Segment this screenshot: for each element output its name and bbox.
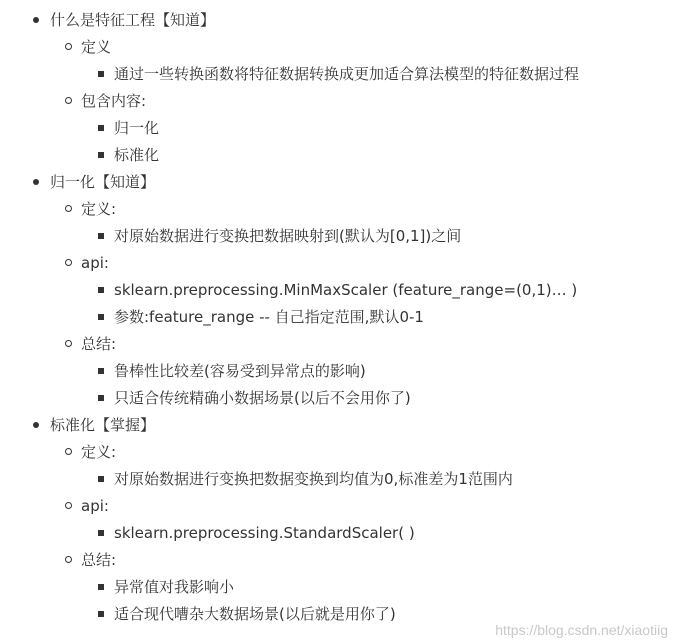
subsection-definition (0, 439, 676, 493)
subsection-summary (0, 547, 676, 628)
square-bullet-icon (98, 584, 104, 590)
list-item (0, 520, 676, 547)
circle-bullet-icon (65, 556, 72, 563)
list-item (0, 61, 676, 88)
list-item (0, 277, 676, 304)
subsection-label: api: (81, 497, 109, 515)
circle-bullet-icon (65, 205, 72, 212)
disc-bullet-icon (33, 17, 39, 23)
square-bullet-icon (98, 476, 104, 482)
section-feature-engineering (0, 7, 676, 169)
list-item (0, 304, 676, 331)
item-text: 标准化 (114, 146, 160, 164)
disc-bullet-icon (33, 422, 39, 428)
subsection-label: 定义: (81, 443, 117, 461)
circle-bullet-icon (65, 340, 72, 347)
subsection-contents (0, 88, 676, 169)
square-bullet-icon (98, 287, 104, 293)
item-text: 对原始数据进行变换把数据映射到(默认为[0,1])之间 (114, 227, 462, 245)
list-item (0, 574, 676, 601)
circle-bullet-icon (65, 259, 72, 266)
square-bullet-icon (98, 314, 104, 320)
item-text: 适合现代嘈杂大数据场景(以后就是用你了) (114, 605, 396, 623)
list-item (0, 142, 676, 169)
item-text: 鲁棒性比较差(容易受到异常点的影响) (114, 362, 366, 380)
subsection-label: api: (81, 254, 109, 272)
square-bullet-icon (98, 233, 104, 239)
list-item (0, 358, 676, 385)
disc-bullet-icon (33, 179, 39, 185)
item-text: 通过一些转换函数将特征数据转换成更加适合算法模型的特征数据过程 (114, 65, 580, 83)
square-bullet-icon (98, 125, 104, 131)
circle-bullet-icon (65, 97, 72, 104)
square-bullet-icon (98, 395, 104, 401)
item-text: 只适合传统精确小数据场景(以后不会用你了) (114, 389, 411, 407)
subsection-api (0, 250, 676, 331)
subsection-label: 定义 (81, 38, 112, 56)
item-text: 异常值对我影响小 (114, 578, 235, 596)
subsection-label: 总结: (81, 551, 117, 569)
subsection-label: 包含内容: (81, 92, 147, 110)
item-text: sklearn.preprocessing.MinMaxScaler (feature_range=(0,1)… ) (114, 281, 578, 299)
section-title: 什么是特征工程【知道】 (50, 11, 216, 29)
item-text: 参数:feature_range -- 自己指定范围,默认0-1 (114, 308, 424, 326)
circle-bullet-icon (65, 502, 72, 509)
item-text: 对原始数据进行变换把数据变换到均值为0,标准差为1范围内 (114, 470, 513, 488)
subsection-api (0, 493, 676, 547)
watermark: https://blog.csdn.net/xiaotiig (495, 622, 668, 638)
subsection-label: 定义: (81, 200, 117, 218)
item-text: 归一化 (114, 119, 160, 137)
square-bullet-icon (98, 368, 104, 374)
list-item (0, 223, 676, 250)
subsection-summary (0, 331, 676, 412)
subsection-label: 总结: (81, 335, 117, 353)
square-bullet-icon (98, 71, 104, 77)
item-text: sklearn.preprocessing.StandardScaler( ) (114, 524, 415, 542)
section-normalization (0, 169, 676, 412)
circle-bullet-icon (65, 43, 72, 50)
subsection-definition (0, 34, 676, 88)
square-bullet-icon (98, 530, 104, 536)
square-bullet-icon (98, 611, 104, 617)
section-standardization (0, 412, 676, 628)
section-title: 归一化【知道】 (50, 173, 156, 191)
list-item (0, 115, 676, 142)
list-item (0, 466, 676, 493)
section-title: 标准化【掌握】 (50, 416, 156, 434)
square-bullet-icon (98, 152, 104, 158)
circle-bullet-icon (65, 448, 72, 455)
list-item (0, 385, 676, 412)
subsection-definition (0, 196, 676, 250)
